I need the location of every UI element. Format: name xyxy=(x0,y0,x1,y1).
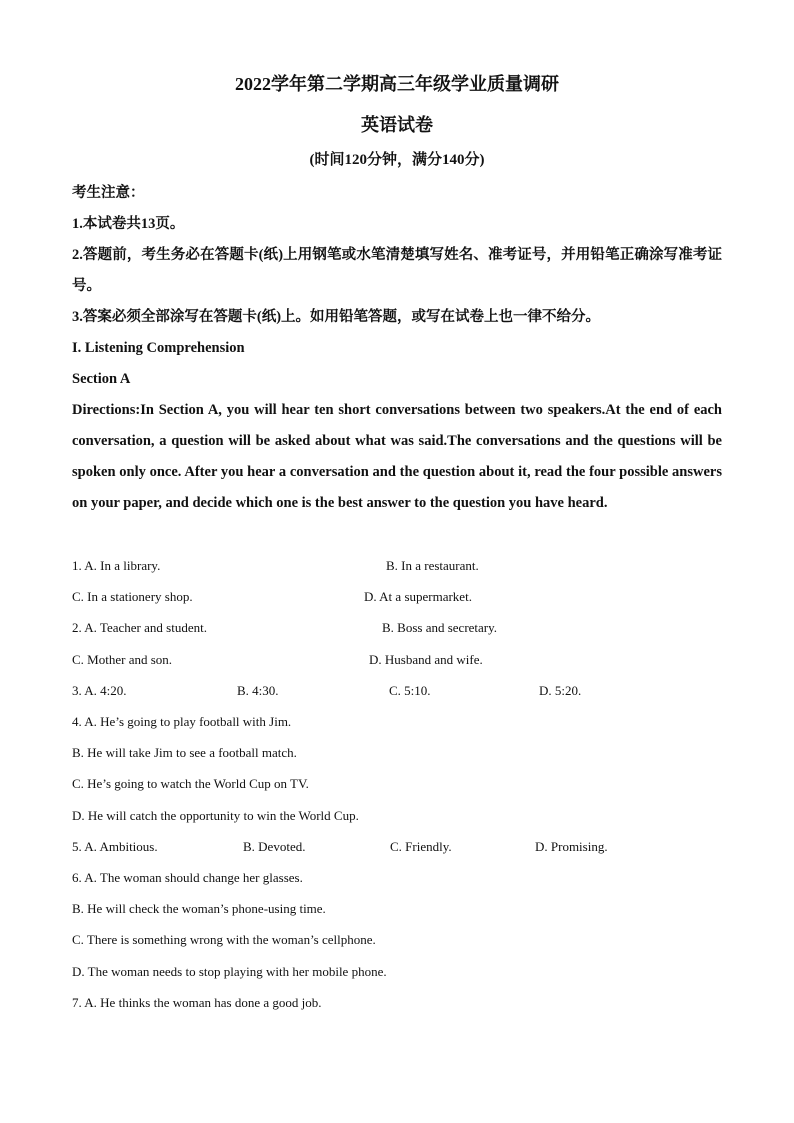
q3-option-d: D. 5:20. xyxy=(539,683,582,698)
q3-option-a: 3. A. 4:20. xyxy=(72,683,127,698)
notice-item-3: 3.答案必须全部涂写在答题卡(纸)上。如用铅笔答题，或写在试卷上也一律不给分。 xyxy=(72,309,601,325)
question-6-option-b xyxy=(72,893,722,924)
exam-subject: 英语试卷 xyxy=(361,115,433,135)
notice-block xyxy=(72,178,722,519)
notice-item-1: 1.本试卷共13页。 xyxy=(72,216,185,232)
q4-option-b: B. He will take Jim to see a football match. xyxy=(72,745,297,760)
notice-heading: 考生注意： xyxy=(72,185,145,201)
question-4-option-b xyxy=(72,737,722,768)
q2-option-b: B. Boss and secretary. xyxy=(382,620,498,635)
q4-option-a: 4. A. He’s going to play football with Jim. xyxy=(72,714,292,729)
exam-time-info: (时间120分钟，满分140分) xyxy=(309,152,485,168)
q4-option-c: C. He’s going to watch the World Cup on TV. xyxy=(72,776,309,791)
question-6-option-a xyxy=(72,862,722,893)
question-2-row-cd xyxy=(72,644,722,675)
q1-option-b: B. In a restaurant. xyxy=(386,558,479,573)
exam-title: 2022学年第二学期高三年级学业质量调研 xyxy=(235,74,559,94)
question-6-option-d xyxy=(72,956,722,987)
question-5-row xyxy=(72,831,722,862)
q2-option-a: 2. A. Teacher and student. xyxy=(72,620,207,635)
q6-option-c: C. There is something wrong with the woman’s cellphone. xyxy=(72,932,376,947)
section-directions: Directions:In Section A, you will hear ten short conversations between two speakers.At the end of each conversation, a question will be asked about what was said.The conversations and the questions will be spoken only once. After you hear a conversation and the question about it, read the four possible answers on your paper, and decide which one is the best answer to the question you have heard. xyxy=(72,402,722,511)
q5-option-b: B. Devoted. xyxy=(243,839,306,854)
q1-option-c: C. In a stationery shop. xyxy=(72,589,193,604)
question-7-option-a xyxy=(72,987,722,1018)
q5-option-a: 5. A. Ambitious. xyxy=(72,839,158,854)
question-6-option-c xyxy=(72,924,722,955)
q1-option-d: D. At a supermarket. xyxy=(364,589,472,604)
question-4-option-a xyxy=(72,706,722,737)
q1-option-a: 1. A. In a library. xyxy=(72,558,161,573)
question-2-row-ab xyxy=(72,612,722,643)
question-1-row-cd xyxy=(72,581,722,612)
question-1-row-ab xyxy=(72,550,722,581)
question-4-option-c xyxy=(72,768,722,799)
q5-option-c: C. Friendly. xyxy=(390,839,452,854)
q4-option-d: D. He will catch the opportunity to win the World Cup. xyxy=(72,808,359,823)
q3-option-c: C. 5:10. xyxy=(389,683,431,698)
q3-option-b: B. 4:30. xyxy=(237,683,279,698)
question-3-row xyxy=(72,675,722,706)
q2-option-d: D. Husband and wife. xyxy=(369,652,483,667)
q2-option-c: C. Mother and son. xyxy=(72,652,173,667)
section-heading: Section A xyxy=(72,371,131,387)
q5-option-d: D. Promising. xyxy=(535,839,608,854)
part-heading: I. Listening Comprehension xyxy=(72,340,245,356)
q6-option-d: D. The woman needs to stop playing with her mobile phone. xyxy=(72,964,387,979)
q6-option-a: 6. A. The woman should change her glasses. xyxy=(72,870,303,885)
question-4-option-d xyxy=(72,800,722,831)
q7-option-a: 7. A. He thinks the woman has done a good job. xyxy=(72,995,322,1010)
q6-option-b: B. He will check the woman’s phone-using time. xyxy=(72,901,326,916)
notice-item-2: 2.答题前，考生务必在答题卡(纸)上用钢笔或水笔清楚填写姓名、准考证号，并用铅笔正确涂写准考证号。 xyxy=(72,247,722,294)
